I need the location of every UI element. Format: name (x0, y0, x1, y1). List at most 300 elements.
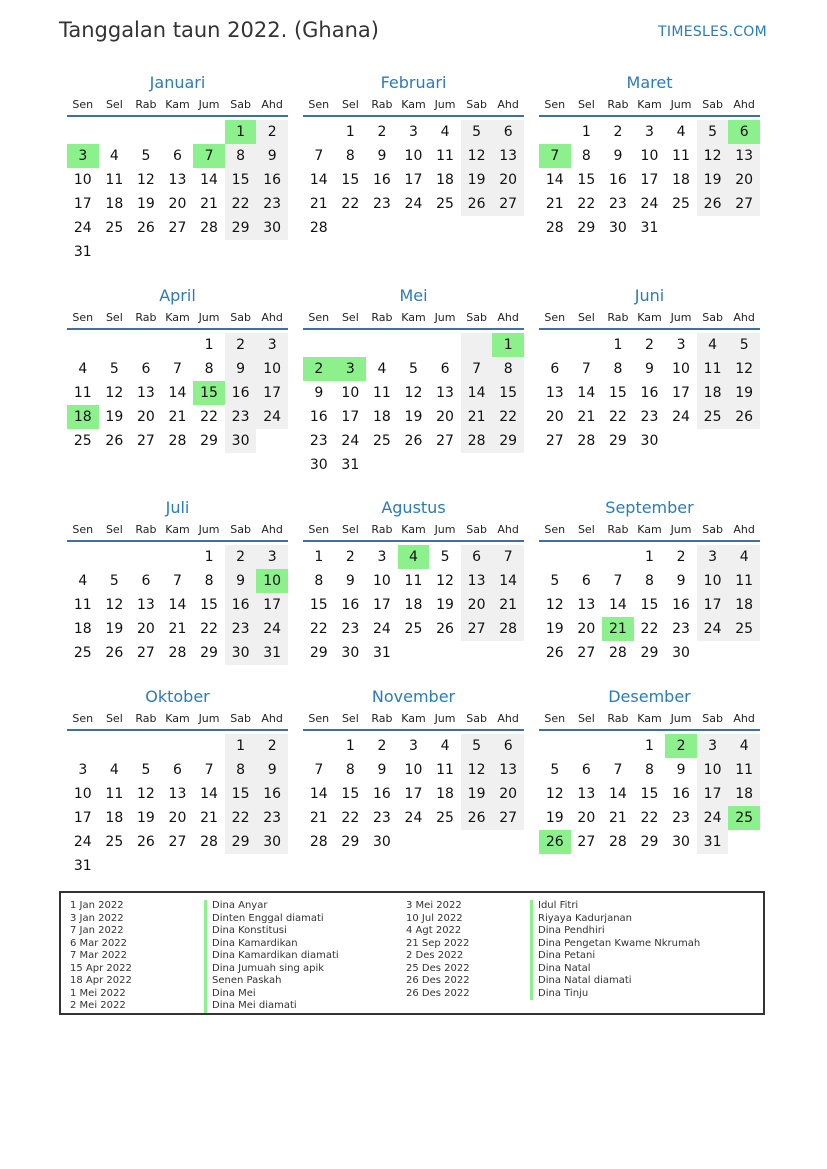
weekday-label: Sen (72, 311, 94, 324)
day-cell: 13 (136, 597, 155, 613)
empty-cell (571, 734, 603, 758)
day-cell: 11 (105, 786, 124, 802)
day-cell: 2 (345, 549, 355, 565)
day-cell: 16 (256, 168, 288, 192)
day-cell: 9 (377, 148, 387, 164)
day-cell: 6 (550, 361, 560, 377)
legend-entry: 6 Mar 2022 (70, 937, 128, 949)
day-cell: 7 (461, 357, 493, 381)
day-cell: 11 (672, 148, 690, 164)
legend-entry: Dina Kamardikan diamati (204, 950, 339, 963)
day-cell: 11 (728, 569, 760, 593)
empty-cell (99, 734, 131, 758)
day-cell: 14 (608, 597, 627, 613)
day-cell: 11 (728, 758, 760, 782)
day-cell: 15 (608, 385, 627, 401)
day-cell: 20 (168, 810, 187, 826)
legend-names-col-2 (530, 900, 700, 1000)
day-cell: 30 (372, 834, 391, 850)
day-cell: 11 (404, 573, 423, 589)
day-cell: 14 (200, 786, 218, 802)
legend-entry: Dina Anyar (204, 900, 339, 913)
empty-cell (130, 545, 162, 569)
day-cell: 5 (461, 734, 493, 758)
day-cell: 17 (640, 172, 659, 188)
day-cell: 15 (309, 597, 328, 613)
weekday-label: Jum (198, 712, 220, 725)
day-cell: 30 (225, 429, 257, 453)
day-cell: 16 (672, 597, 690, 613)
weekday-label: Sel (577, 98, 595, 111)
month-name: Desember (608, 687, 691, 706)
weekday-header (67, 520, 288, 542)
empty-cell (303, 333, 335, 357)
day-cell: 2 (256, 120, 288, 144)
day-cell: 28 (200, 834, 218, 850)
weekday-label: Kam (401, 311, 426, 324)
day-cell: 21 (492, 593, 524, 617)
day-cell: 12 (136, 172, 155, 188)
weekday-header (303, 308, 524, 330)
day-cell: 26 (697, 192, 729, 216)
empty-cell (539, 734, 571, 758)
day-cell: 10 (697, 569, 729, 593)
legend-entry: 18 Apr 2022 (70, 975, 132, 986)
day-cell: 23 (640, 409, 659, 425)
day-cell: 5 (697, 120, 729, 144)
day-cell: 25 (697, 405, 729, 429)
day-cell: 29 (341, 834, 360, 850)
day-cell: 16 (372, 786, 391, 802)
weekday-label: Sab (230, 523, 251, 536)
month-name: September (605, 498, 694, 517)
weekday-label: Sen (308, 712, 330, 725)
holiday-day-cell: 7 (193, 144, 225, 168)
weekday-label: Jum (198, 311, 220, 324)
day-cell: 26 (136, 834, 155, 850)
day-cell: 17 (256, 593, 288, 617)
day-cell: 29 (200, 645, 218, 661)
day-cell: 9 (345, 573, 355, 589)
day-grid (539, 734, 760, 854)
weekday-label: Rab (371, 98, 393, 111)
day-cell: 20 (136, 409, 155, 425)
day-cell: 1 (345, 124, 355, 140)
weekday-label: Kam (165, 712, 190, 725)
day-cell: 4 (728, 734, 760, 758)
empty-cell (303, 734, 335, 758)
day-cell: 17 (672, 385, 690, 401)
weekday-label: Kam (637, 712, 662, 725)
day-cell: 30 (672, 834, 690, 850)
day-grid (67, 120, 288, 264)
empty-cell (67, 333, 99, 357)
day-cell: 22 (577, 196, 596, 212)
day-cell: 9 (676, 573, 686, 589)
day-cell: 1 (345, 738, 355, 754)
day-cell: 19 (545, 621, 564, 637)
day-cell: 26 (728, 405, 760, 429)
day-cell: 12 (404, 385, 423, 401)
day-cell: 18 (404, 597, 423, 613)
day-cell: 19 (436, 597, 454, 613)
month-block (539, 285, 760, 453)
month-block (303, 497, 524, 665)
day-cell: 27 (545, 433, 564, 449)
weekday-header (539, 308, 760, 330)
weekday-label: Rab (371, 523, 393, 536)
day-cell: 28 (461, 429, 493, 453)
day-cell: 15 (341, 172, 360, 188)
holiday-day-cell: 4 (398, 545, 430, 569)
day-cell: 10 (341, 385, 360, 401)
weekday-label: Sen (544, 712, 566, 725)
weekday-label: Sen (544, 311, 566, 324)
day-cell: 24 (640, 196, 659, 212)
day-grid (539, 333, 760, 453)
day-cell: 25 (372, 433, 391, 449)
day-cell: 13 (136, 385, 155, 401)
day-cell: 27 (168, 834, 187, 850)
weekday-label: Sab (702, 523, 723, 536)
weekday-label: Rab (371, 712, 393, 725)
day-cell: 12 (105, 597, 124, 613)
day-cell: 5 (440, 549, 450, 565)
legend-entry: Dina Mei (204, 988, 339, 1001)
legend-entry: Dina Kamardikan (204, 938, 339, 951)
day-cell: 3 (256, 333, 288, 357)
day-cell: 23 (309, 433, 328, 449)
day-grid (303, 734, 524, 854)
day-cell: 23 (341, 621, 360, 637)
weekday-label: Kam (165, 98, 190, 111)
day-cell: 13 (577, 597, 596, 613)
day-cell: 14 (577, 385, 596, 401)
day-cell: 25 (436, 196, 454, 212)
legend-dates-col-2 (406, 900, 470, 1000)
day-cell: 8 (613, 361, 623, 377)
day-cell: 3 (377, 549, 387, 565)
weekday-label: Sen (72, 712, 94, 725)
weekday-label: Kam (637, 523, 662, 536)
day-cell: 21 (168, 409, 187, 425)
empty-cell (99, 545, 131, 569)
legend-dates-col-1 (70, 900, 132, 1013)
day-cell: 5 (409, 361, 418, 377)
day-cell: 24 (404, 196, 423, 212)
legend-entry: 10 Jul 2022 (406, 912, 463, 924)
day-cell: 11 (372, 385, 391, 401)
weekday-label: Jum (434, 523, 456, 536)
day-cell: 16 (672, 786, 690, 802)
month-block (539, 686, 760, 854)
day-grid (539, 545, 760, 665)
day-cell: 17 (404, 786, 423, 802)
month-name: Oktober (145, 687, 210, 706)
day-cell: 25 (105, 834, 124, 850)
empty-cell (398, 333, 430, 357)
weekday-header (539, 520, 760, 542)
weekday-label: Sel (577, 523, 595, 536)
weekday-label: Sab (702, 98, 723, 111)
day-cell: 9 (256, 758, 288, 782)
legend-entry: Dina Pengetan Kwame Nkrumah (530, 938, 700, 951)
legend-entry: Idul Fitri (530, 900, 700, 913)
day-cell: 5 (141, 148, 151, 164)
day-cell: 1 (581, 124, 591, 140)
day-cell: 17 (73, 810, 92, 826)
day-cell: 3 (256, 545, 288, 569)
day-cell: 22 (640, 621, 659, 637)
weekday-label: Sab (230, 98, 251, 111)
day-cell: 23 (225, 617, 257, 641)
weekday-label: Jum (198, 523, 220, 536)
empty-cell (130, 734, 162, 758)
month-name: Maret (626, 73, 673, 92)
day-cell: 9 (225, 569, 257, 593)
day-cell: 25 (105, 220, 124, 236)
brand-link[interactable]: TIMESLES.COM (658, 24, 767, 40)
day-cell: 18 (728, 593, 760, 617)
day-cell: 24 (73, 220, 92, 236)
weekday-label: Ahd (733, 98, 755, 111)
day-cell: 21 (309, 810, 328, 826)
day-cell: 13 (492, 758, 524, 782)
day-cell: 5 (728, 333, 760, 357)
empty-cell (539, 120, 571, 144)
day-cell: 24 (697, 806, 729, 830)
empty-cell (571, 545, 603, 569)
weekday-label: Sab (466, 311, 487, 324)
empty-cell (539, 545, 571, 569)
day-cell: 18 (672, 172, 690, 188)
day-cell: 9 (613, 148, 623, 164)
day-cell: 4 (728, 545, 760, 569)
month-block (67, 686, 288, 878)
day-cell: 27 (728, 192, 760, 216)
legend-entry: Dina Mei diamati (204, 1000, 339, 1013)
day-cell: 27 (136, 433, 155, 449)
day-cell: 29 (577, 220, 596, 236)
day-cell: 17 (256, 381, 288, 405)
day-cell: 28 (608, 834, 627, 850)
day-cell: 15 (200, 597, 218, 613)
day-cell: 14 (492, 569, 524, 593)
day-cell: 31 (73, 244, 92, 260)
day-cell: 16 (225, 381, 257, 405)
empty-cell (461, 333, 493, 357)
legend-entry: Dina Petani (530, 950, 700, 963)
weekday-label: Rab (607, 311, 629, 324)
legend-entry: Dina Tinju (530, 988, 700, 1001)
day-cell: 12 (545, 597, 564, 613)
day-cell: 27 (492, 806, 524, 830)
day-cell: 9 (377, 762, 387, 778)
day-cell: 20 (492, 168, 524, 192)
day-cell: 20 (168, 196, 187, 212)
day-cell: 11 (73, 385, 92, 401)
weekday-label: Kam (401, 523, 426, 536)
day-cell: 13 (492, 144, 524, 168)
day-cell: 16 (309, 409, 328, 425)
day-cell: 17 (372, 597, 391, 613)
empty-cell (99, 120, 131, 144)
day-cell: 4 (78, 573, 88, 589)
day-cell: 20 (461, 593, 493, 617)
holiday-day-cell: 1 (492, 333, 524, 357)
day-cell: 22 (200, 621, 218, 637)
day-cell: 10 (372, 573, 391, 589)
day-cell: 15 (341, 786, 360, 802)
day-cell: 17 (73, 196, 92, 212)
day-cell: 19 (105, 409, 124, 425)
day-cell: 12 (461, 144, 493, 168)
day-cell: 1 (314, 549, 324, 565)
day-cell: 18 (436, 786, 454, 802)
day-cell: 26 (136, 220, 155, 236)
weekday-label: Ahd (261, 98, 283, 111)
day-grid (303, 333, 524, 477)
weekday-label: Sab (466, 523, 487, 536)
day-cell: 31 (341, 457, 360, 473)
day-cell: 15 (640, 597, 659, 613)
weekday-label: Sab (702, 311, 723, 324)
day-cell: 20 (436, 409, 454, 425)
day-cell: 8 (645, 762, 654, 778)
day-cell: 21 (577, 409, 596, 425)
day-cell: 8 (225, 758, 257, 782)
day-cell: 30 (341, 645, 360, 661)
day-cell: 26 (545, 645, 564, 661)
weekday-label: Jum (198, 98, 220, 111)
empty-cell (67, 545, 99, 569)
page-title: Tanggalan taun 2022. (Ghana) (59, 18, 379, 42)
day-cell: 8 (225, 144, 257, 168)
weekday-label: Sen (72, 98, 94, 111)
holiday-day-cell: 2 (665, 734, 697, 758)
weekday-label: Ahd (261, 311, 283, 324)
day-cell: 7 (173, 361, 182, 377)
day-cell: 14 (309, 172, 328, 188)
day-cell: 7 (314, 148, 324, 164)
day-cell: 29 (492, 429, 524, 453)
day-cell: 19 (697, 168, 729, 192)
weekday-label: Ahd (733, 311, 755, 324)
day-cell: 11 (105, 172, 124, 188)
weekday-label: Kam (637, 311, 662, 324)
weekday-label: Jum (670, 311, 692, 324)
day-cell: 20 (136, 621, 155, 637)
month-name: Agustus (381, 498, 446, 517)
day-cell: 14 (200, 172, 218, 188)
day-cell: 30 (225, 641, 257, 665)
weekday-label: Sen (72, 523, 94, 536)
weekday-label: Jum (434, 712, 456, 725)
day-cell: 29 (309, 645, 328, 661)
weekday-label: Sab (230, 712, 251, 725)
weekday-label: Kam (637, 98, 662, 111)
day-cell: 16 (341, 597, 360, 613)
day-cell: 3 (645, 124, 654, 140)
day-cell: 1 (645, 738, 654, 754)
weekday-label: Sen (308, 311, 330, 324)
day-cell: 25 (672, 196, 690, 212)
month-name: Januari (149, 73, 206, 92)
day-cell: 14 (168, 385, 187, 401)
day-cell: 3 (409, 738, 418, 754)
day-cell: 25 (728, 617, 760, 641)
day-cell: 29 (640, 834, 659, 850)
weekday-label: Kam (165, 311, 190, 324)
month-block (303, 285, 524, 477)
day-cell: 8 (345, 762, 355, 778)
day-cell: 29 (200, 433, 218, 449)
legend-entry: 26 Des 2022 (406, 975, 470, 986)
day-cell: 28 (309, 834, 328, 850)
day-cell: 20 (728, 168, 760, 192)
day-cell: 19 (136, 196, 155, 212)
weekday-header (303, 520, 524, 542)
day-cell: 8 (645, 573, 654, 589)
month-block (67, 285, 288, 453)
empty-cell (602, 734, 634, 758)
weekday-label: Sen (544, 98, 566, 111)
day-cell: 26 (461, 806, 493, 830)
day-cell: 2 (377, 124, 387, 140)
day-cell: 22 (309, 621, 328, 637)
weekday-label: Kam (165, 523, 190, 536)
day-cell: 27 (168, 220, 187, 236)
day-cell: 23 (672, 621, 690, 637)
day-cell: 22 (492, 405, 524, 429)
day-cell: 6 (141, 361, 151, 377)
day-cell: 18 (697, 381, 729, 405)
day-cell: 18 (372, 409, 391, 425)
day-cell: 15 (640, 786, 659, 802)
weekday-label: Ahd (261, 712, 283, 725)
legend-entry: 3 Mei 2022 (406, 900, 462, 911)
month-block (67, 497, 288, 665)
day-cell: 4 (440, 124, 450, 140)
weekday-label: Sab (466, 98, 487, 111)
weekday-label: Ahd (733, 523, 755, 536)
day-cell: 6 (173, 148, 182, 164)
weekday-label: Ahd (497, 311, 519, 324)
day-cell: 20 (545, 409, 564, 425)
day-cell: 12 (136, 786, 155, 802)
day-cell: 3 (697, 545, 729, 569)
day-grid (539, 120, 760, 240)
day-cell: 13 (436, 385, 454, 401)
day-cell: 11 (436, 762, 454, 778)
day-cell: 5 (109, 573, 119, 589)
month-name: Juli (165, 498, 190, 517)
day-cell: 22 (341, 810, 360, 826)
day-cell: 29 (640, 645, 659, 661)
day-cell: 26 (436, 621, 454, 637)
weekday-label: Ahd (497, 712, 519, 725)
weekday-label: Ahd (497, 523, 519, 536)
day-cell: 15 (492, 381, 524, 405)
day-cell: 23 (256, 806, 288, 830)
empty-cell (303, 120, 335, 144)
day-cell: 12 (436, 573, 454, 589)
day-cell: 4 (109, 148, 119, 164)
weekday-label: Sen (308, 523, 330, 536)
day-cell: 12 (697, 144, 729, 168)
day-cell: 1 (613, 337, 623, 353)
day-cell: 2 (225, 545, 257, 569)
